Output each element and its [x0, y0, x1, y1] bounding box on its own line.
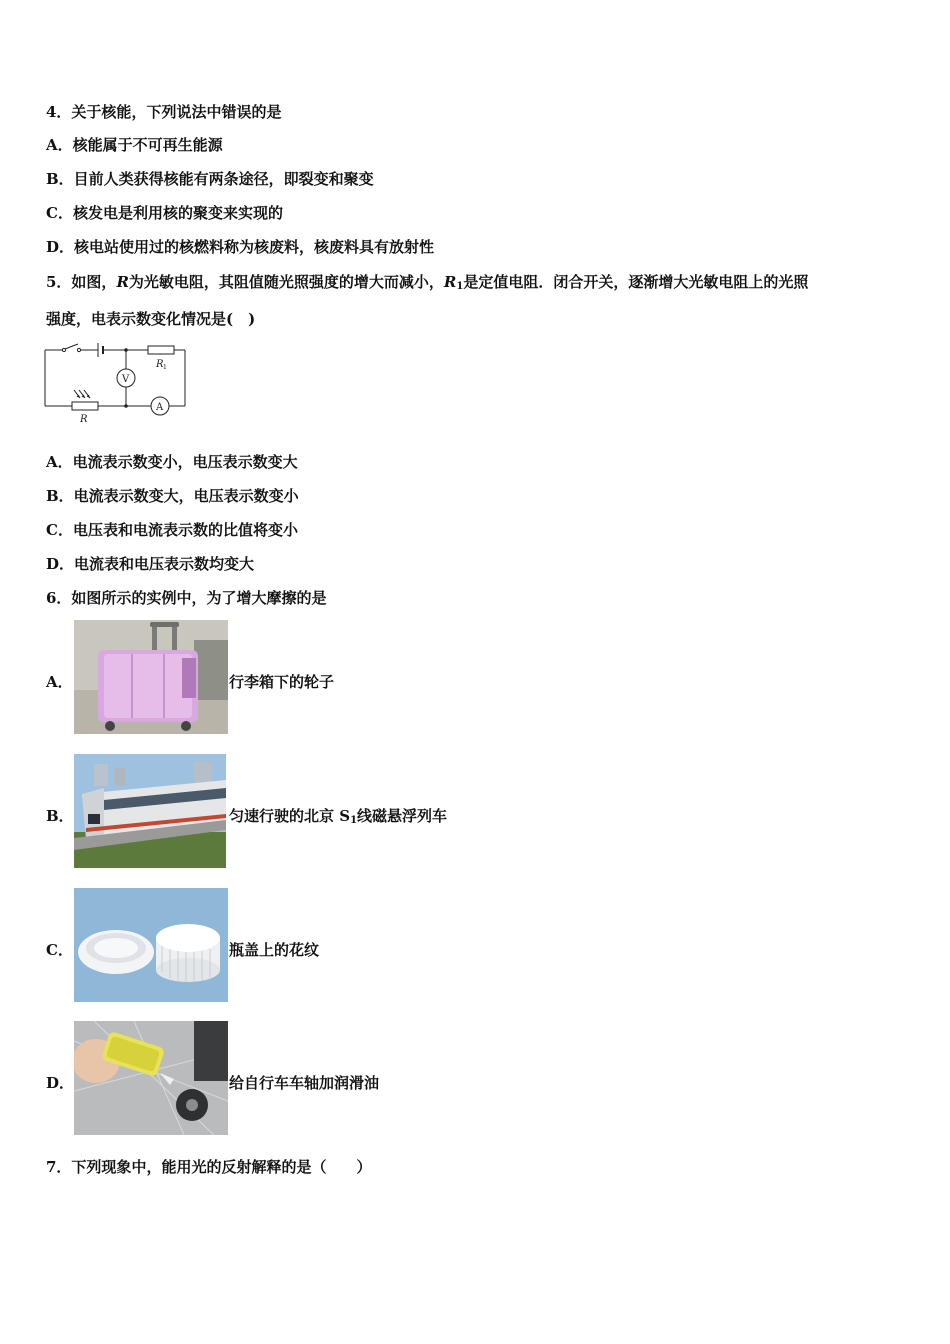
q6-option-b-label: B．: [46, 807, 74, 825]
q4-option-c: C．核发电是利用核的聚变来实现的: [46, 204, 283, 222]
q5-stem-r1-sub: 1: [456, 281, 464, 292]
q4-option-b: B．目前人类获得核能有两条途径，即裂变和聚变: [46, 170, 374, 188]
q5-stem-line1: [46, 272, 808, 297]
q6-option-c-text: 瓶盖上的花纹: [229, 941, 320, 959]
q5-stem-r: R: [116, 273, 129, 291]
q5-option-b: B．电流表示数变大，电压表示数变小: [46, 487, 299, 505]
junction-bottom: [124, 404, 128, 408]
light-arrowhead-3: [87, 395, 91, 398]
switch-contact-right: [77, 348, 80, 351]
r-label: R: [80, 414, 88, 425]
q5-stem-r1: R: [443, 273, 457, 291]
q5-stem-line2: 强度，电表示数变化情况是( ): [46, 310, 256, 328]
circuit-diagram: [40, 340, 200, 430]
q6-option-d-text: 给自行车车轴加润滑油: [229, 1074, 380, 1092]
ammeter-label: A: [156, 402, 164, 413]
bike-axle-oil-photo: [74, 1021, 228, 1135]
q5-option-a: A．电流表示数变小，电压表示数变大: [46, 453, 298, 471]
switch-blade: [65, 344, 78, 349]
light-arrowhead-2: [82, 395, 86, 398]
q5-stem-prefix: 5．如图，: [46, 273, 117, 291]
q4-stem: 4．关于核能，下列说法中错误的是: [46, 103, 282, 121]
resistor-r: [72, 402, 98, 410]
suitcase-photo: [74, 620, 228, 734]
q5-stem-mid: 为光敏电阻，其阻值随光照强度的增大而减小，: [128, 273, 444, 291]
voltmeter-label: V: [122, 374, 130, 385]
q6-option-b-text-sub: 1: [350, 815, 358, 826]
resistor-r1: [148, 346, 174, 354]
q6-option-a-text: 行李箱下的轮子: [229, 673, 335, 691]
r1-label: R: [156, 359, 164, 370]
light-arrowhead-1: [77, 395, 81, 398]
q4-option-d: D．核电站使用过的核燃料称为核废料，核废料具有放射性: [46, 238, 435, 256]
maglev-train-photo: [74, 754, 226, 868]
bottle-cap-photo: [74, 888, 228, 1002]
q6-option-c-label: C．: [46, 941, 73, 959]
q6-stem: 6．如图所示的实例中，为了增大摩擦的是: [46, 589, 327, 607]
junction-top: [124, 348, 128, 352]
q6-option-b-text-pre: 匀速行驶的北京 S: [229, 807, 351, 825]
q6-option-d-label: D．: [46, 1074, 75, 1092]
q5-option-d: D．电流表和电压表示数均变大: [46, 555, 255, 573]
q5-stem-end: 是定值电阻．闭合开关，逐渐增大光敏电阻上的光照: [463, 273, 809, 291]
q4-option-a: A．核能属于不可再生能源: [46, 136, 223, 154]
q6-option-b-text-post: 线磁悬浮列车: [357, 807, 448, 825]
q7-stem: 7．下列现象中，能用光的反射解释的是（ ）: [46, 1158, 372, 1176]
r1-label-sub: 1: [163, 364, 167, 371]
q5-option-c: C．电压表和电流表示数的比值将变小: [46, 521, 298, 539]
q6-option-a-label: A．: [46, 673, 73, 691]
q6-option-b-text: [229, 806, 447, 831]
